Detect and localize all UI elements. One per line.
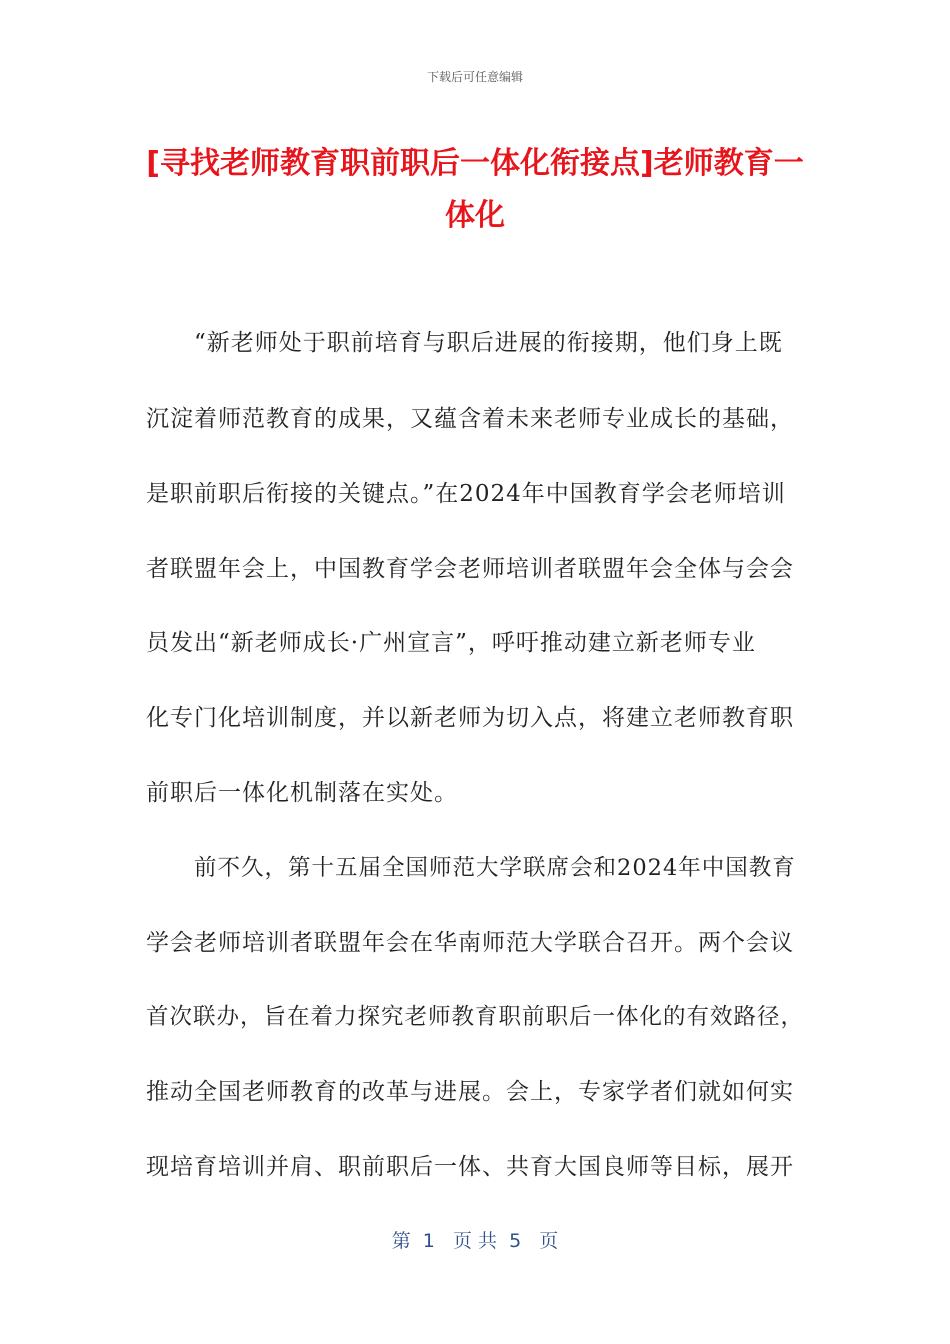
paragraph-line: 是职前职后衔接的关键点。”在2024年中国教育学会老师培训 — [146, 481, 786, 507]
paragraph-line: 现培育培训并肩、职前职后一体、共育大国良师等目标，展开 — [146, 1154, 794, 1180]
paragraph-line: 前不久，第十五届全国师范大学联席会和2024年中国教育 — [194, 855, 796, 881]
paragraph-line: 者联盟年会上，中国教育学会老师培训者联盟年会全体与会会 — [146, 556, 794, 582]
header-note: 下载后可任意编辑 — [426, 70, 523, 84]
paragraph-line: 前职后一体化机制落在实处。 — [146, 780, 458, 806]
paragraph-line: 沉淀着师范教育的成果，又蕴含着未来老师专业成长的基础， — [146, 406, 794, 432]
paragraph-line: “新老师处于职前培育与职后进展的衔接期，他们身上既 — [194, 330, 783, 356]
paragraph-line: 推动全国老师教育的改革与进展。会上，专家学者们就如何实 — [146, 1079, 794, 1105]
paragraph-line: 员发出“新老师成长·广州宣言”，呼吁推动建立新老师专业 — [146, 630, 756, 656]
paragraph-line: 化专门化培训制度，并以新老师为切入点，将建立老师教育职 — [146, 705, 794, 731]
page-number-footer: 第 1 页 共 5 页 — [391, 1230, 559, 1252]
paragraph-line: 学会老师培训者联盟年会在华南师范大学联合召开。两个会议 — [146, 930, 794, 956]
document-title: [寻找老师教育职前职后一体化衔接点]老师教育一体化 — [146, 146, 804, 233]
paragraph-line: 首次联办，旨在着力探究老师教育职前职后一体化的有效路径， — [146, 1004, 805, 1030]
